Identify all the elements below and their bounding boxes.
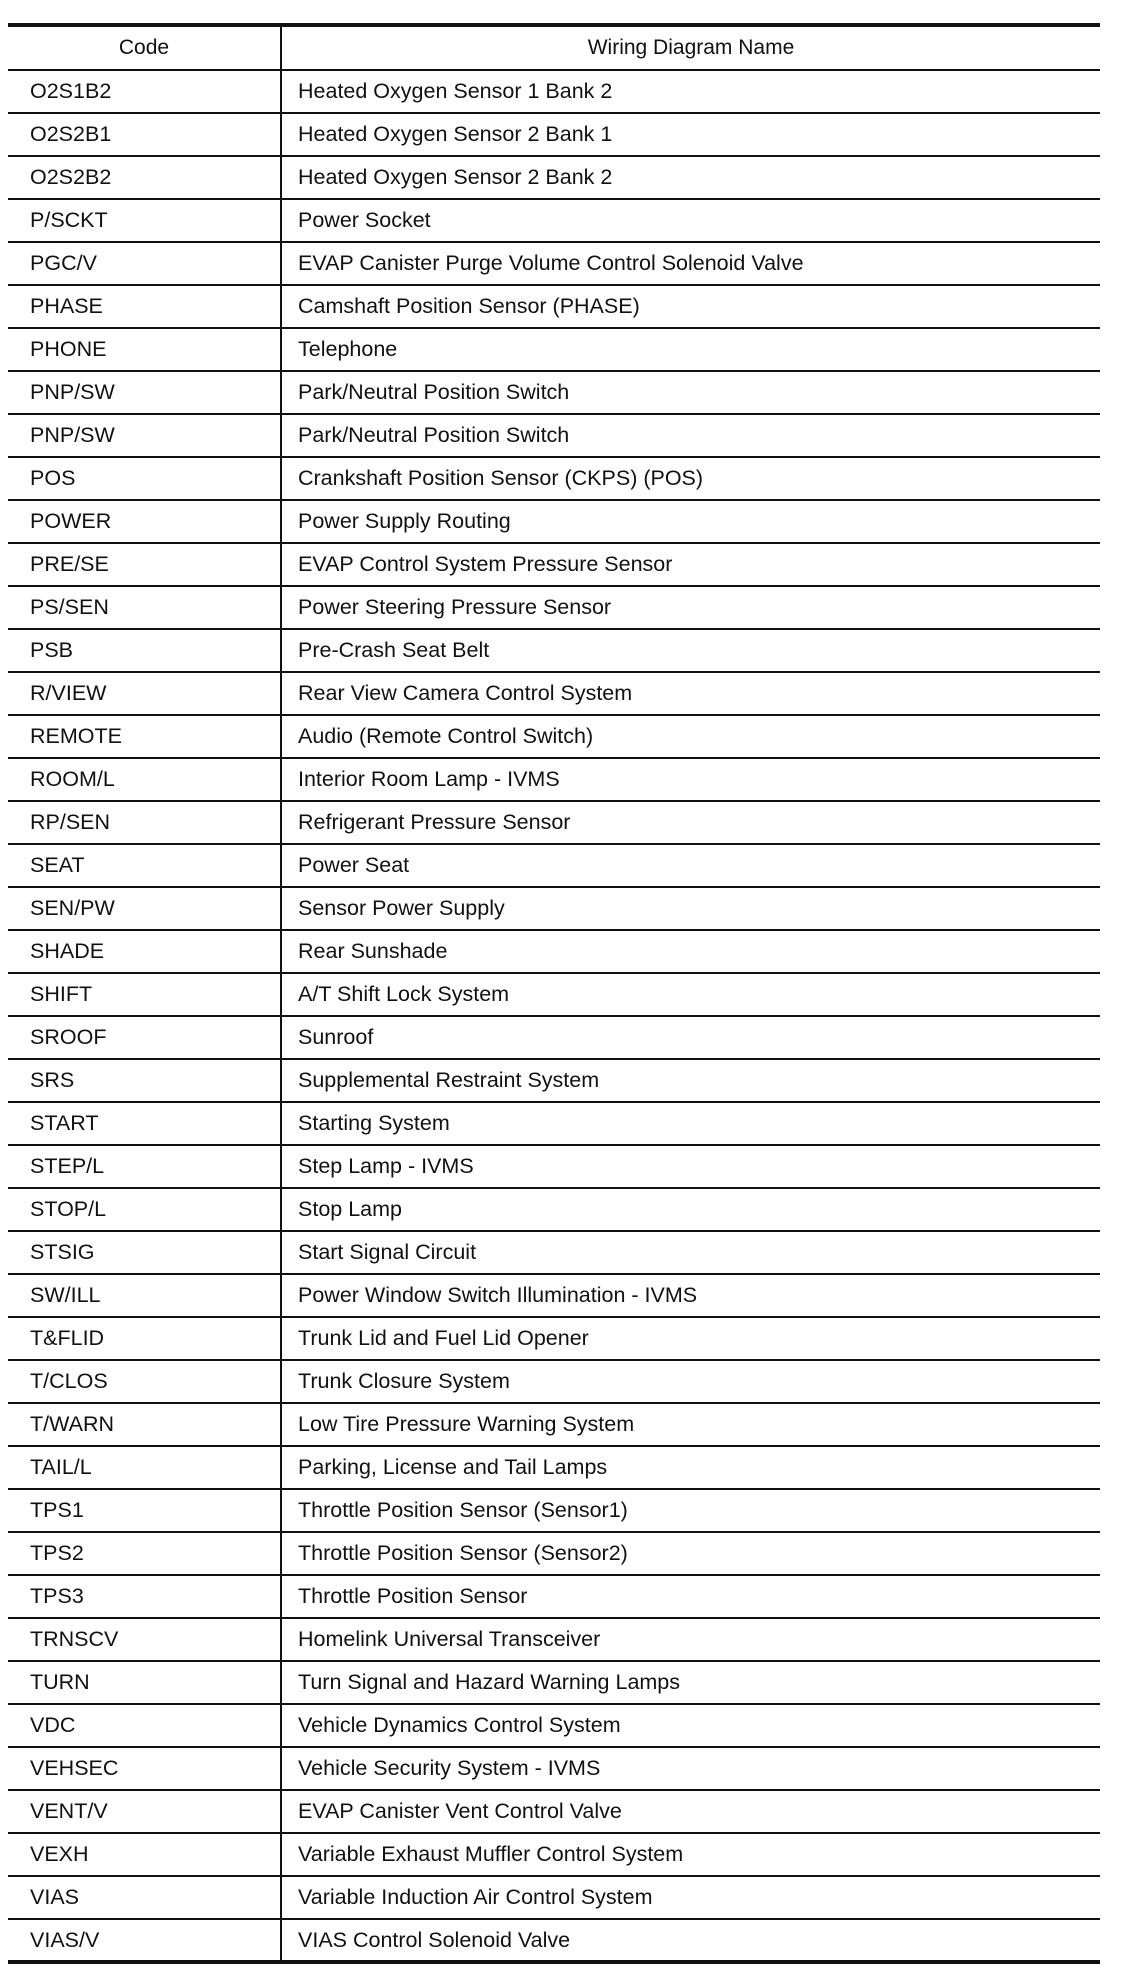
- table-row: [8, 242, 1100, 285]
- table-row: [8, 629, 1100, 672]
- header-row: [8, 25, 1100, 70]
- row-code-cell: STOP/L: [8, 1188, 281, 1231]
- table-row: [8, 1317, 1100, 1360]
- row-code-cell: VEXH: [8, 1833, 281, 1876]
- row-code-cell: TURN: [8, 1661, 281, 1704]
- row-code-cell: VENT/V: [8, 1790, 281, 1833]
- row-wiring-diagram-name-cell: Vehicle Dynamics Control System: [298, 1713, 621, 1737]
- table-row: [8, 1274, 1100, 1317]
- row-wiring-diagram-name-cell: Power Supply Routing: [298, 509, 511, 533]
- table-row: [8, 1876, 1100, 1919]
- table-row: [8, 1059, 1100, 1102]
- row-wiring-diagram-name-cell: Throttle Position Sensor: [298, 1584, 528, 1608]
- row-wiring-diagram-name-cell: Starting System: [298, 1111, 450, 1135]
- row-wiring-diagram-name-cell: Sensor Power Supply: [298, 896, 505, 920]
- row-wiring-diagram-name-cell: Start Signal Circuit: [298, 1240, 477, 1264]
- row-wiring-diagram-name-cell: Turn Signal and Hazard Warning Lamps: [298, 1670, 681, 1694]
- table-row: [8, 1532, 1100, 1575]
- table-row: [8, 973, 1100, 1016]
- table-row: [8, 1575, 1100, 1618]
- row-code-cell: PS/SEN: [8, 586, 281, 629]
- row-wiring-diagram-name-cell: Rear Sunshade: [298, 939, 448, 963]
- row-code-cell: PNP/SW: [8, 414, 281, 457]
- row-wiring-diagram-name-cell: EVAP Control System Pressure Sensor: [298, 552, 673, 576]
- row-wiring-diagram-name-cell: Pre-Crash Seat Belt: [298, 638, 490, 662]
- row-wiring-diagram-name-cell: Homelink Universal Transceiver: [298, 1627, 601, 1651]
- row-code-cell: SEN/PW: [8, 887, 281, 930]
- row-code-cell: TRNSCV: [8, 1618, 281, 1661]
- row-code-cell: STSIG: [8, 1231, 281, 1274]
- row-wiring-diagram-name-cell: Vehicle Security System - IVMS: [298, 1756, 601, 1780]
- row-wiring-diagram-name-cell: A/T Shift Lock System: [298, 982, 510, 1006]
- row-wiring-diagram-name-cell: Trunk Closure System: [298, 1369, 510, 1393]
- table-row: [8, 1618, 1100, 1661]
- row-wiring-diagram-name-cell: Supplemental Restraint System: [298, 1068, 600, 1092]
- row-code-cell: PSB: [8, 629, 281, 672]
- row-wiring-diagram-name-cell: Variable Induction Air Control System: [298, 1885, 653, 1909]
- row-code-cell: P/SCKT: [8, 199, 281, 242]
- row-code-cell: PNP/SW: [8, 371, 281, 414]
- table-row: [8, 457, 1100, 500]
- table-row: [8, 500, 1100, 543]
- row-code-cell: SHIFT: [8, 973, 281, 1016]
- row-code-cell: PHASE: [8, 285, 281, 328]
- row-code-cell: O2S1B2: [8, 70, 281, 113]
- table-row: [8, 371, 1100, 414]
- table-row: [8, 715, 1100, 758]
- table-row: [8, 1446, 1100, 1489]
- row-wiring-diagram-name-cell: Throttle Position Sensor (Sensor1): [298, 1498, 628, 1522]
- table-row: [8, 1231, 1100, 1274]
- row-code-cell: SRS: [8, 1059, 281, 1102]
- table-row: [8, 1704, 1100, 1747]
- table-row: [8, 113, 1100, 156]
- row-wiring-diagram-name-cell: Heated Oxygen Sensor 2 Bank 1: [298, 122, 613, 146]
- row-wiring-diagram-name-cell: Heated Oxygen Sensor 2 Bank 2: [298, 165, 613, 189]
- row-wiring-diagram-name-cell: Audio (Remote Control Switch): [298, 724, 594, 748]
- row-wiring-diagram-name-cell: Power Window Switch Illumination - IVMS: [298, 1283, 698, 1307]
- row-code-cell: POS: [8, 457, 281, 500]
- row-code-cell: PGC/V: [8, 242, 281, 285]
- table-row: [8, 930, 1100, 973]
- row-code-cell: ROOM/L: [8, 758, 281, 801]
- row-wiring-diagram-name-cell: Park/Neutral Position Switch: [298, 380, 570, 404]
- row-wiring-diagram-name-cell: Interior Room Lamp - IVMS: [298, 767, 560, 791]
- row-wiring-diagram-name-cell: Power Seat: [298, 853, 410, 877]
- row-code-cell: SW/ILL: [8, 1274, 281, 1317]
- table-row: [8, 844, 1100, 887]
- table-row: [8, 70, 1100, 113]
- row-code-cell: VIAS/V: [8, 1919, 281, 1962]
- row-code-cell: PHONE: [8, 328, 281, 371]
- row-code-cell: VDC: [8, 1704, 281, 1747]
- row-wiring-diagram-name-cell: Variable Exhaust Muffler Control System: [298, 1842, 684, 1866]
- row-code-cell: VEHSEC: [8, 1747, 281, 1790]
- row-code-cell: T/WARN: [8, 1403, 281, 1446]
- row-wiring-diagram-name-cell: EVAP Canister Vent Control Valve: [298, 1799, 622, 1823]
- row-wiring-diagram-name-cell: Power Steering Pressure Sensor: [298, 595, 612, 619]
- row-wiring-diagram-name-cell: Camshaft Position Sensor (PHASE): [298, 294, 640, 318]
- row-wiring-diagram-name-cell: Heated Oxygen Sensor 1 Bank 2: [298, 79, 613, 103]
- column-header-wiring-diagram-name: Wiring Diagram Name: [281, 25, 1100, 70]
- row-wiring-diagram-name-cell: Throttle Position Sensor (Sensor2): [298, 1541, 628, 1565]
- row-code-cell: TPS3: [8, 1575, 281, 1618]
- table-row: [8, 1016, 1100, 1059]
- row-wiring-diagram-name-cell: Stop Lamp: [298, 1197, 402, 1221]
- table-row: [8, 156, 1100, 199]
- table-row: [8, 1833, 1100, 1876]
- row-code-cell: VIAS: [8, 1876, 281, 1919]
- table-row: [8, 414, 1100, 457]
- row-code-cell: SEAT: [8, 844, 281, 887]
- wiring-diagram-code-table: [8, 23, 1100, 1964]
- table-row: [8, 801, 1100, 844]
- table-body: [8, 70, 1100, 1962]
- row-code-cell: TPS2: [8, 1532, 281, 1575]
- row-code-cell: TAIL/L: [8, 1446, 281, 1489]
- row-wiring-diagram-name-cell: Parking, License and Tail Lamps: [298, 1455, 608, 1479]
- row-wiring-diagram-name-cell: Step Lamp - IVMS: [298, 1154, 474, 1178]
- table-row: [8, 887, 1100, 930]
- table-row: [8, 1489, 1100, 1532]
- row-code-cell: PRE/SE: [8, 543, 281, 586]
- row-code-cell: T/CLOS: [8, 1360, 281, 1403]
- row-code-cell: POWER: [8, 500, 281, 543]
- table-row: [8, 1403, 1100, 1446]
- row-code-cell: TPS1: [8, 1489, 281, 1532]
- table-row: [8, 1145, 1100, 1188]
- table-header: [8, 25, 1100, 70]
- row-wiring-diagram-name-cell: Refrigerant Pressure Sensor: [298, 810, 571, 834]
- table-row: [8, 1102, 1100, 1145]
- table-row: [8, 543, 1100, 586]
- row-code-cell: STEP/L: [8, 1145, 281, 1188]
- table-row: [8, 285, 1100, 328]
- table-row: [8, 1661, 1100, 1704]
- table-row: [8, 1360, 1100, 1403]
- table-row: [8, 758, 1100, 801]
- row-wiring-diagram-name-cell: Sunroof: [298, 1025, 374, 1049]
- table-row: [8, 672, 1100, 715]
- row-wiring-diagram-name-cell: Crankshaft Position Sensor (CKPS) (POS): [298, 466, 704, 490]
- row-wiring-diagram-name-cell: Telephone: [298, 337, 398, 361]
- row-code-cell: REMOTE: [8, 715, 281, 758]
- row-wiring-diagram-name-cell: Low Tire Pressure Warning System: [298, 1412, 635, 1436]
- row-code-cell: START: [8, 1102, 281, 1145]
- column-header-code: Code: [8, 25, 281, 70]
- row-code-cell: T&FLID: [8, 1317, 281, 1360]
- table-row: [8, 1188, 1100, 1231]
- row-code-cell: O2S2B1: [8, 113, 281, 156]
- row-code-cell: O2S2B2: [8, 156, 281, 199]
- row-wiring-diagram-name-cell: EVAP Canister Purge Volume Control Solenoid Valve: [298, 251, 804, 275]
- table-row: [8, 199, 1100, 242]
- row-wiring-diagram-name-cell: Trunk Lid and Fuel Lid Opener: [298, 1326, 589, 1350]
- table-row: [8, 1919, 1100, 1962]
- row-wiring-diagram-name-cell: Rear View Camera Control System: [298, 681, 633, 705]
- row-wiring-diagram-name-cell: VIAS Control Solenoid Valve: [298, 1927, 571, 1952]
- row-wiring-diagram-name-cell: Power Socket: [298, 208, 431, 232]
- table-row: [8, 1747, 1100, 1790]
- wiring-diagram-code-table-container: [8, 23, 1100, 1963]
- table-row: [8, 328, 1100, 371]
- row-code-cell: RP/SEN: [8, 801, 281, 844]
- table-row: [8, 586, 1100, 629]
- row-code-cell: R/VIEW: [8, 672, 281, 715]
- table-row: [8, 1790, 1100, 1833]
- row-code-cell: SHADE: [8, 930, 281, 973]
- row-code-cell: SROOF: [8, 1016, 281, 1059]
- row-wiring-diagram-name-cell: Park/Neutral Position Switch: [298, 423, 570, 447]
